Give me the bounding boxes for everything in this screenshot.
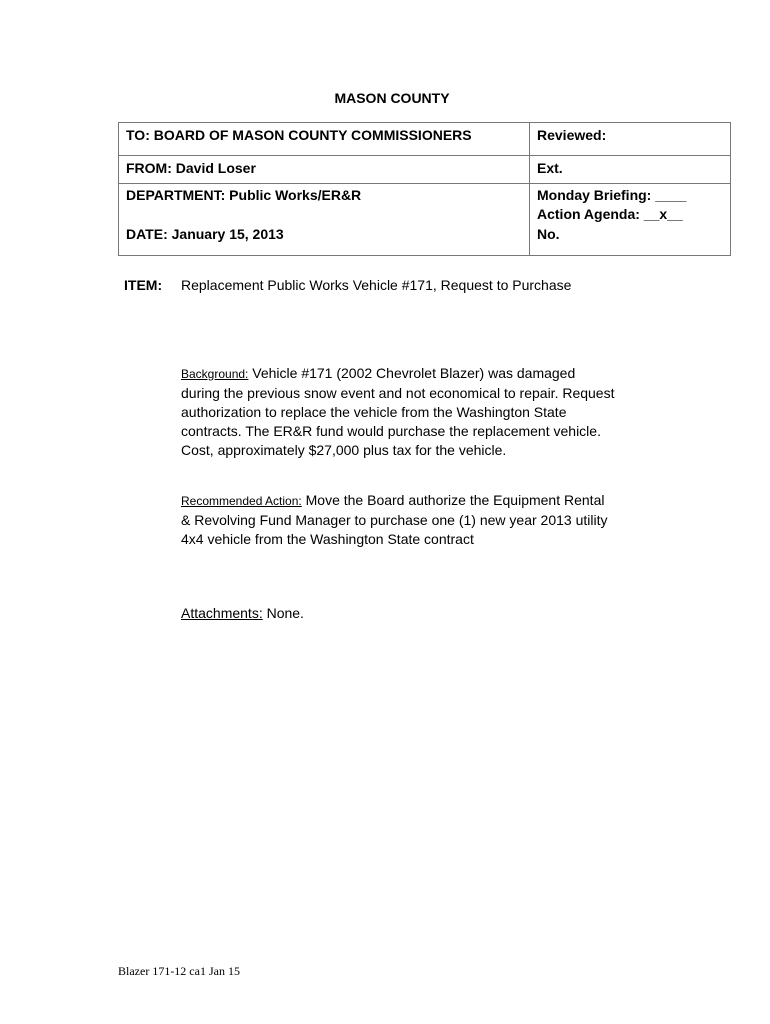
background-line: authorization to replace the vehicle from the Washington State bbox=[181, 404, 567, 420]
attachments-section bbox=[181, 604, 671, 623]
item-label: ITEM: bbox=[124, 277, 163, 293]
background-label: Background: bbox=[181, 367, 249, 381]
footer-text: Blazer 171-12 ca1 Jan 15 bbox=[118, 964, 240, 978]
table-divider-row1 bbox=[119, 155, 730, 156]
recommended-action-label: Recommended Action: bbox=[181, 494, 302, 508]
reviewed-field: Reviewed: bbox=[537, 127, 607, 143]
no-field: No. bbox=[537, 226, 560, 242]
recommended-line: & Revolving Fund Manager to purchase one (1) new year 2013 utility bbox=[181, 512, 608, 528]
background-section bbox=[181, 364, 671, 460]
ext-field: Ext. bbox=[537, 160, 563, 176]
monday-briefing-field: Monday Briefing: ____ bbox=[537, 187, 687, 203]
table-divider-vertical bbox=[529, 123, 530, 255]
action-agenda-field: Action Agenda: __x__ bbox=[537, 206, 683, 222]
background-line: Vehicle #171 (2002 Chevrolet Blazer) was damaged bbox=[248, 365, 576, 381]
recommended-line: Move the Board authorize the Equipment Rental bbox=[301, 492, 605, 508]
recommended-line: 4x4 vehicle from the Washington State contract bbox=[181, 531, 474, 547]
background-line: Cost, approximately $27,000 plus tax for the vehicle. bbox=[181, 442, 507, 458]
background-line: contracts. The ER&R fund would purchase the replacement vehicle. bbox=[181, 423, 601, 439]
item-text: Replacement Public Works Vehicle #171, Request to Purchase bbox=[181, 277, 572, 293]
attachments-text: None. bbox=[262, 605, 304, 621]
background-line: during the previous snow event and not economical to repair. Request bbox=[181, 385, 615, 401]
document-title: MASON COUNTY bbox=[334, 90, 450, 106]
from-field: FROM: David Loser bbox=[126, 160, 256, 176]
date-field: DATE: January 15, 2013 bbox=[126, 226, 284, 242]
recommended-action-section bbox=[181, 491, 671, 549]
to-field: TO: BOARD OF MASON COUNTY COMMISSIONERS bbox=[126, 127, 472, 143]
header-table bbox=[118, 122, 731, 256]
attachments-label: Attachments: bbox=[181, 605, 263, 621]
table-divider-row2 bbox=[119, 183, 730, 184]
department-field: DEPARTMENT: Public Works/ER&R bbox=[126, 187, 362, 203]
